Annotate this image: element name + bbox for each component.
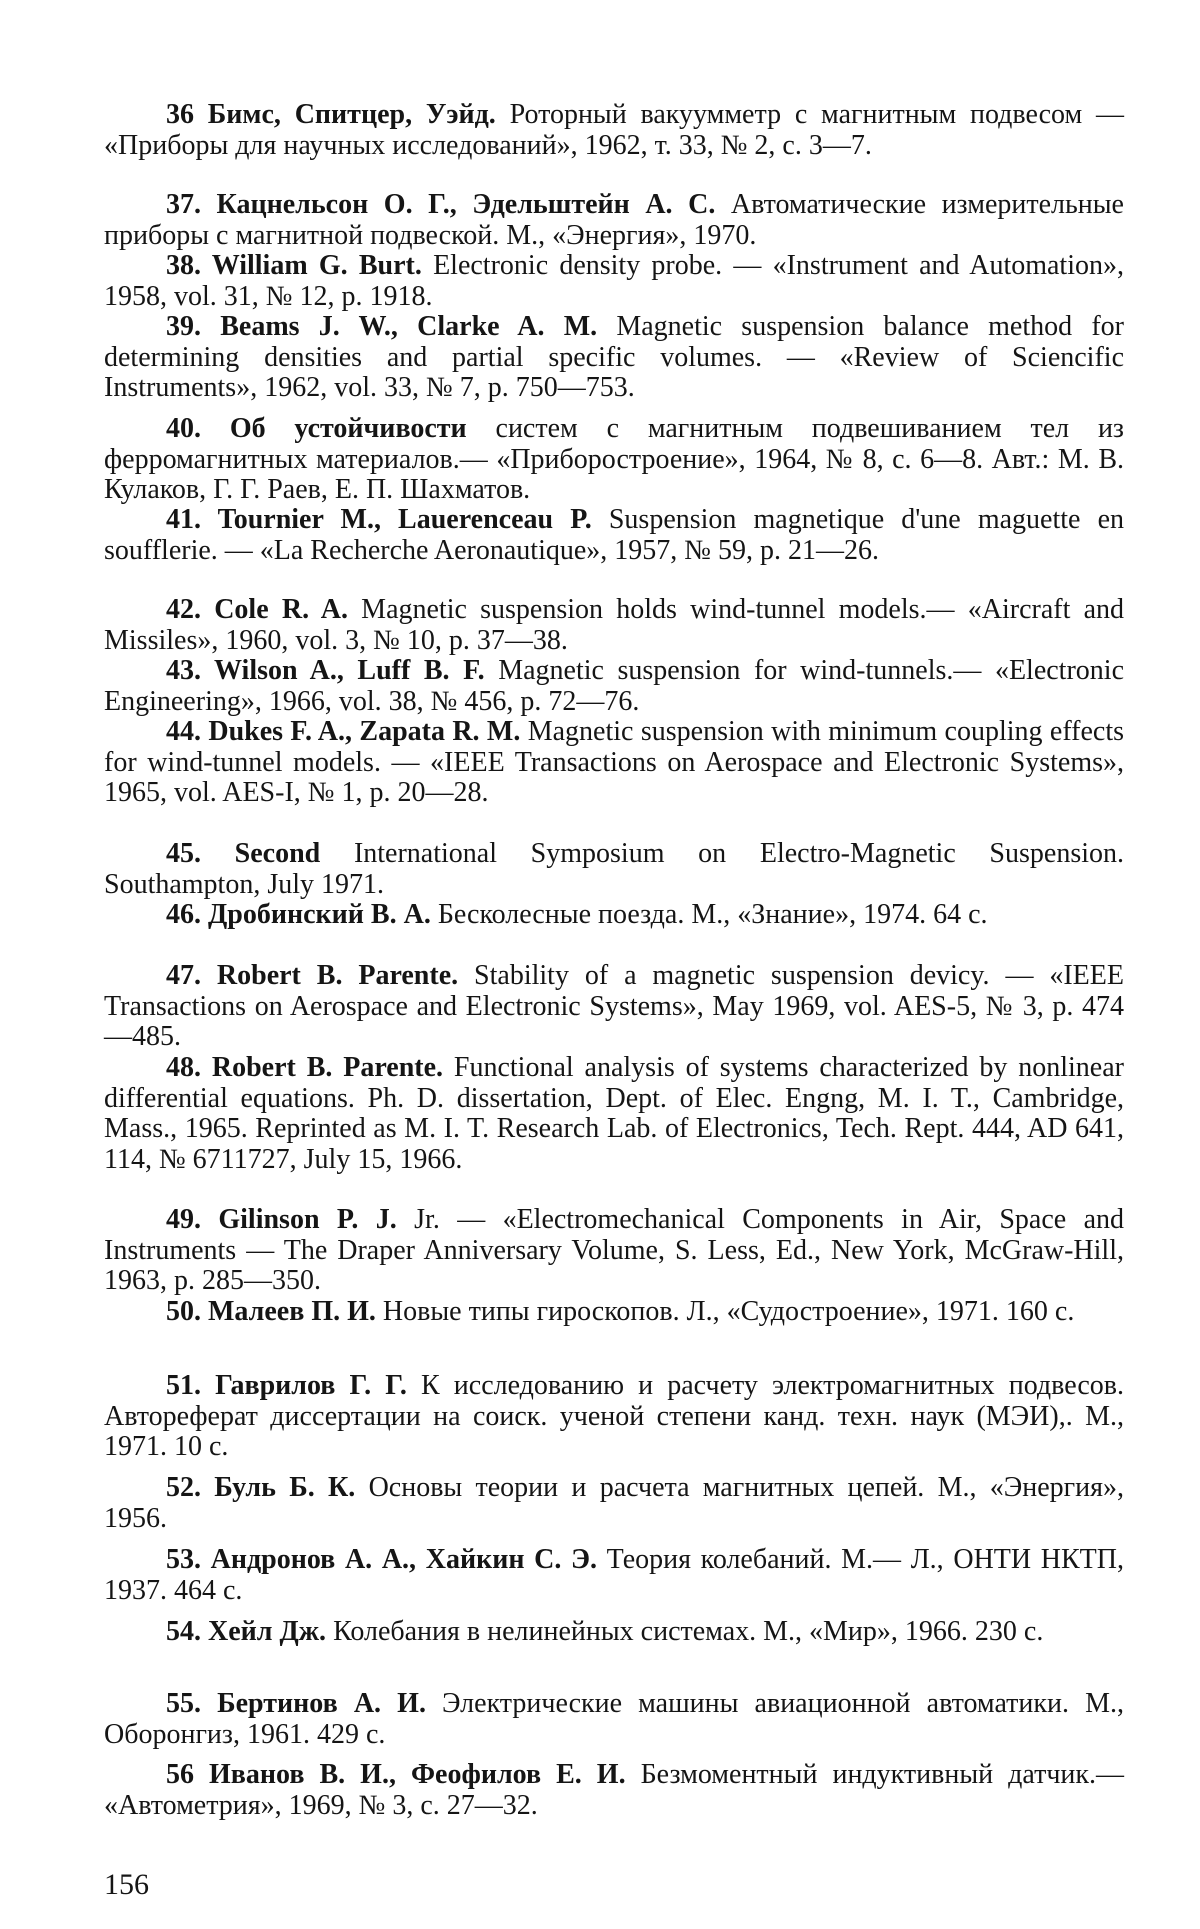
reference-authors: 53. Андронов А. А., Хайкин С. Э. <box>166 1544 597 1575</box>
reference-authors: 47. Robert B. Parente. <box>166 960 459 991</box>
reference-authors: 43. Wilson A., Luff B. F. <box>166 655 485 686</box>
reference-item <box>104 1371 1124 1463</box>
reference-text: Suspension magnetique d'une maguette en soufflerie. — «La Recherche Aeronautique», 1957, № 59, p. 21—26. <box>104 504 1124 566</box>
reference-authors: 52. Буль Б. К. <box>166 1472 356 1503</box>
reference-item <box>104 505 1124 566</box>
reference-text: Magnetic suspension holds wind-tunnel models.— «Aircraft and Missiles», 1960, vol. 3, № 10, p. 37—38. <box>104 594 1124 656</box>
reference-item <box>104 414 1124 506</box>
reference-item <box>104 1053 1124 1175</box>
reference-authors: 50. Малеев П. И. <box>166 1296 376 1327</box>
reference-text: Magnetic suspension balance method for determining densities and partial specific volumes. — «Review of Sciencific Instruments», 1962, vol. 33, № 7, p. 750—753. <box>104 311 1124 404</box>
reference-item <box>104 595 1124 656</box>
reference-authors: 42. Cole R. A. <box>166 594 348 625</box>
page-number: 156 <box>104 1868 149 1901</box>
reference-item <box>104 839 1124 900</box>
reference-text: Теория колебаний. М.— Л., ОНТИ НКТП, 1937. 464 с. <box>104 1544 1124 1606</box>
reference-item <box>104 251 1124 312</box>
reference-item <box>104 1545 1124 1606</box>
reference-item <box>104 190 1124 251</box>
reference-authors: 44. Dukes F. A., Zapata R. M. <box>166 716 521 747</box>
reference-authors: 39. Beams J. W., Clarke A. M. <box>166 311 598 342</box>
reference-text: Jr. — «Electromechanical Components in Air, Space and Instruments — The Draper Anniversary Volume, S. Less, Ed., New York, McGraw-Hill, 1963, p. 285—350. <box>104 1204 1124 1297</box>
reference-authors: 55. Бертинов А. И. <box>166 1688 426 1719</box>
reference-text: Magnetic suspension with minimum coupling effects for wind-tunnel models. — «IEEE Transactions on Aerospace and Electronic Systems», 1965, vol. AES-I, № 1, p. 20—28. <box>104 716 1124 809</box>
reference-text: Роторный вакуумметр с магнитным подвесом — «Приборы для научных исследований», 1962, т. 33, № 2, с. 3—7. <box>104 99 1124 161</box>
reference-item <box>104 312 1124 404</box>
reference-text: International Symposium on Electro-Magnetic Suspension. Southampton, July 1971. <box>104 838 1124 900</box>
reference-item <box>104 1205 1124 1297</box>
reference-text: Stability of a magnetic suspension devicy. — «IEEE Transactions on Aerospace and Electronic Systems», May 1969, vol. AES-5, № 3, p. 474—485. <box>104 960 1124 1053</box>
reference-authors: 56 Иванов В. И., Феофилов Е. И. <box>166 1759 626 1790</box>
reference-text: систем с магнитным подвешиванием тел из ферромагнитных материалов.— «Приборостроение», 1964, № 8, с. 6—8. Авт.: М. В. Кулаков, Г. Г. Раев, Е. П. Шахматов. <box>104 413 1124 506</box>
reference-text: Functional analysis of systems characterized by nonlinear differential equations. Ph. D. dissertation, Dept. of Elec. Engng, M. I. T., Cambridge, Mass., 1965. Reprinted as M. I. T. Research Lab. of Electronics, Tech. Rept. 444, AD 641, 114, № 6711727, July 15, 1966. <box>104 1052 1124 1175</box>
reference-authors: 36 Бимс, Спитцер, Уэйд. <box>166 99 496 130</box>
reference-item <box>104 1760 1124 1821</box>
reference-item <box>104 717 1124 809</box>
reference-authors: 45. Second <box>166 838 321 869</box>
reference-item <box>104 1617 1124 1648</box>
reference-item <box>104 900 1124 931</box>
reference-item <box>104 100 1124 161</box>
reference-authors: 48. Robert B. Parente. <box>166 1052 444 1083</box>
reference-text: Magnetic suspension for wind-tunnels.— «Electronic Engineering», 1966, vol. 38, № 456, p. 72—76. <box>104 655 1124 717</box>
reference-item <box>104 1689 1124 1750</box>
reference-item <box>104 961 1124 1053</box>
reference-item <box>104 1473 1124 1534</box>
reference-text: Автоматические измерительные приборы с магнитной подвеской. М., «Энергия», 1970. <box>104 189 1124 251</box>
reference-text: Основы теории и расчета магнитных цепей. М., «Энергия», 1956. <box>104 1472 1125 1534</box>
reference-text: Электрические машины авиационной автоматики. М., Оборонгиз, 1961. 429 с. <box>104 1688 1124 1750</box>
reference-authors: 40. Об устойчивости <box>166 413 467 444</box>
reference-authors: 46. Дробинский В. А. <box>166 899 431 930</box>
reference-text: Безмоментный индуктивный датчик.— «Автометрия», 1969, № 3, с. 27—32. <box>104 1759 1124 1821</box>
reference-item <box>104 656 1124 717</box>
reference-text: Electronic density probe. — «Instrument and Automation», 1958, vol. 31, № 12, p. 1918. <box>104 250 1124 312</box>
reference-text: Бесколесные поезда. М., «Знание», 1974. 64 с. <box>430 899 988 930</box>
reference-authors: 37. Кацнельсон О. Г., Эдельштейн А. С. <box>166 189 716 220</box>
reference-authors: 38. William G. Burt. <box>166 250 422 281</box>
reference-text: Новые типы гироскопов. Л., «Судостроение», 1971. 160 с. <box>375 1296 1075 1327</box>
reference-item <box>104 1297 1124 1328</box>
reference-authors: 54. Хейл Дж. <box>166 1616 327 1647</box>
reference-authors: 49. Gilinson P. J. <box>166 1204 397 1235</box>
reference-text: К исследованию и расчету электромагнитных подвесов. Автореферат диссертации на соиск. ученой степени канд. техн. наук (МЭИ),. М., 1971. 10 с. <box>104 1370 1124 1463</box>
reference-authors: 51. Гаврилов Г. Г. <box>166 1370 407 1401</box>
reference-authors: 41. Tournier M., Lauerenceau P. <box>166 504 592 535</box>
reference-text: Колебания в нелинейных системах. М., «Мир», 1966. 230 с. <box>326 1616 1044 1647</box>
